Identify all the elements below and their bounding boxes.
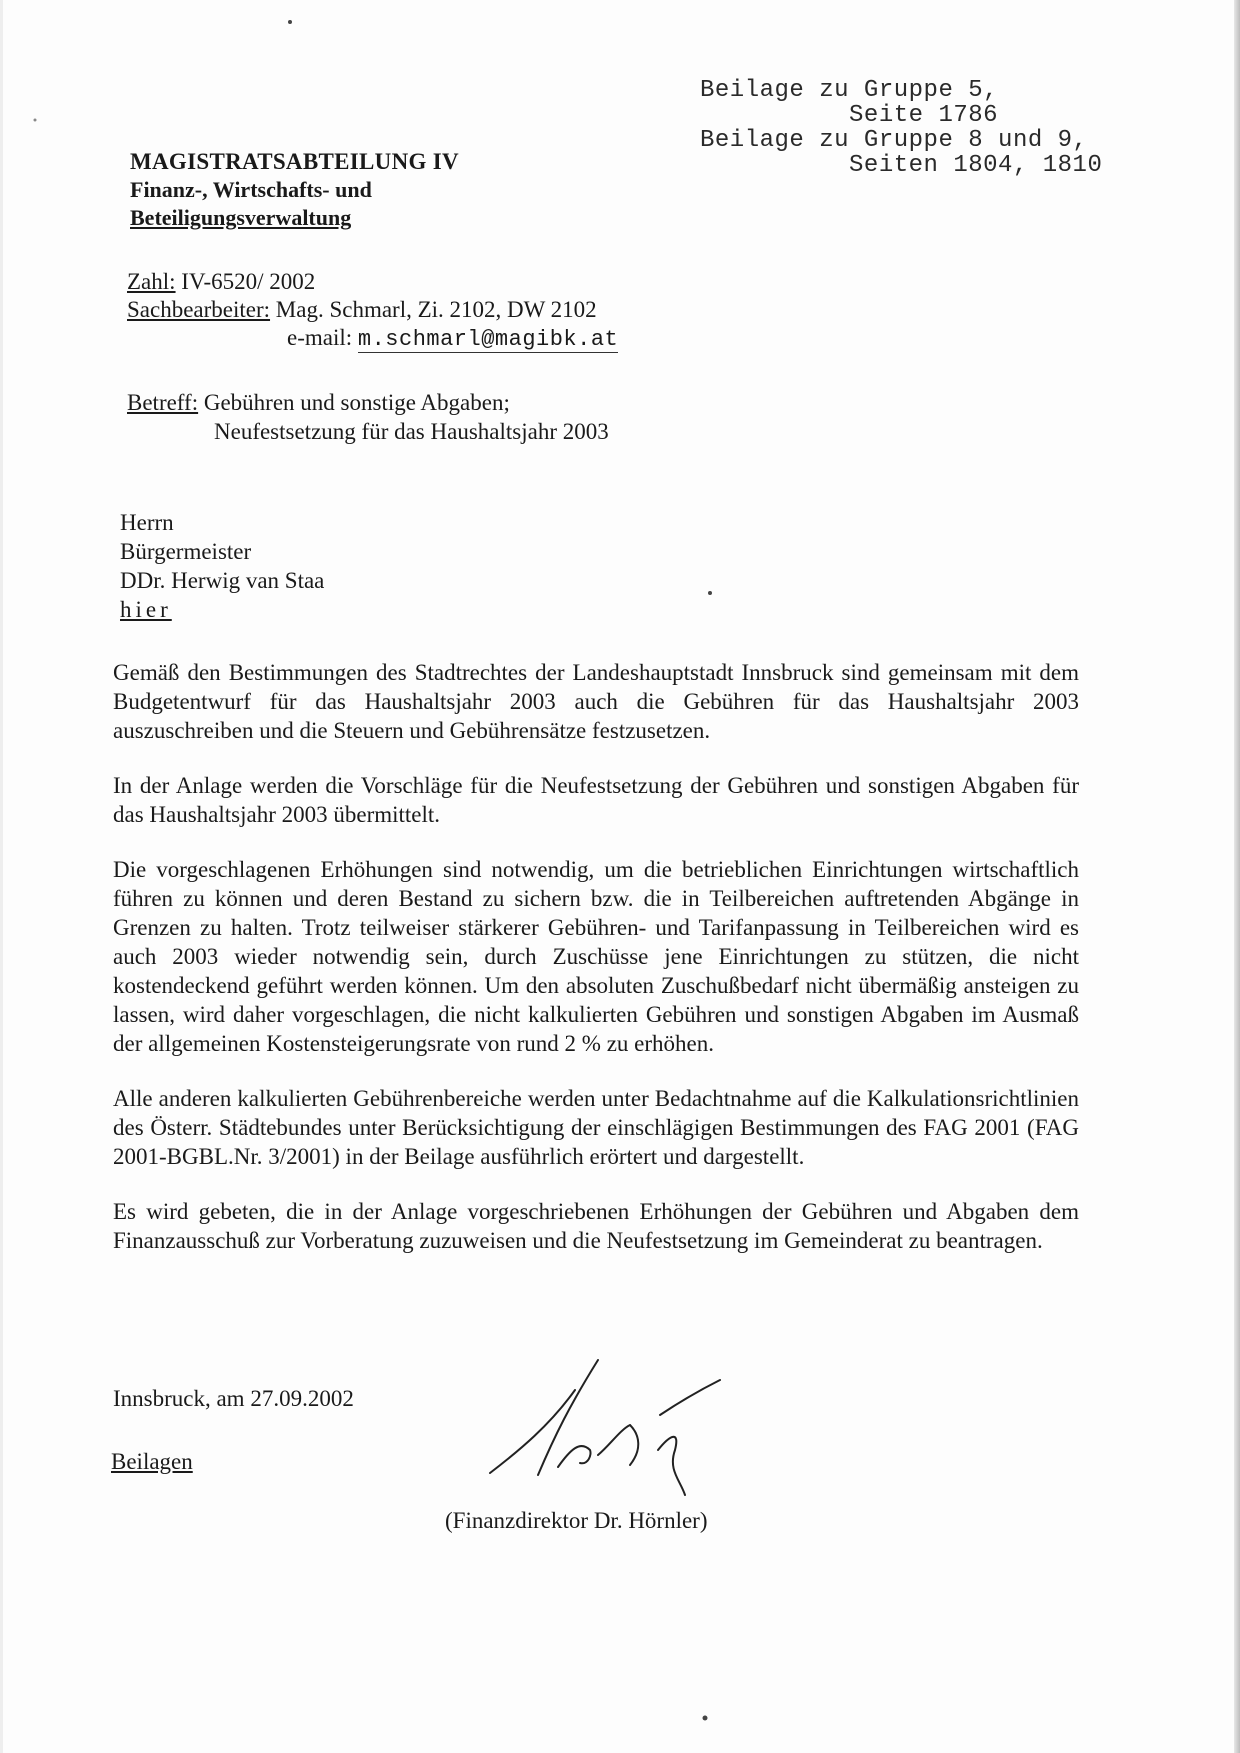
email-address: m.schmarl@magibk.at <box>357 327 619 352</box>
body-paragraph: In der Anlage werden die Vorschläge für die Neufestsetzung der Gebühren und sonstigen Abgaben für das Haushaltsjahr 2003 übermittelt. <box>113 773 1079 827</box>
department-header <box>130 148 459 232</box>
attachment-reference <box>700 78 1102 178</box>
body-paragraph: Gemäß den Bestimmungen des Stadtrechtes der Landeshauptstadt Innsbruck sind gemeinsam mit dem Budgetentwurf für das Haushaltsjahr 2003 auch die Gebühren für das Haushaltsjahr 2003 auszuschreiben und die Steuern und Gebührensätze festzusetzen. <box>113 660 1079 743</box>
scan-edge-left <box>0 0 3 1753</box>
email-label: e-mail: <box>287 325 353 350</box>
recipient-salutation: Herrn <box>120 510 174 535</box>
recipient-block <box>120 508 324 624</box>
zahl-value: IV-6520/ 2002 <box>181 269 316 294</box>
recipient-title: Bürgermeister <box>120 539 252 564</box>
reference-block <box>127 268 618 354</box>
enclosures-label: Beilagen <box>111 1449 193 1474</box>
sachbearbeiter-value: Mag. Schmarl, Zi. 2102, DW 2102 <box>275 297 597 322</box>
attachment-ref-line: Seiten 1804, 1810 <box>700 152 1103 179</box>
zahl-row <box>127 268 618 296</box>
subject-block <box>127 388 609 446</box>
department-subtitle: Finanz-, Wirtschafts- und <box>130 177 372 202</box>
department-name: MAGISTRATSABTEILUNG IV <box>130 149 459 174</box>
body-paragraph: Es wird gebeten, die in der Anlage vorgeschriebenen Erhöhungen der Gebühren und Abgaben dem Finanzausschuß zur Vorberatung zuzuweisen und die Neufestsetzung im Gemeinderat zu beantragen. <box>113 1199 1079 1253</box>
email-row <box>127 324 618 354</box>
department-subtitle-2: Beteiligungsverwaltung <box>130 205 352 230</box>
letter-body <box>113 658 1079 1281</box>
zahl-label: Zahl: <box>127 269 176 294</box>
place-date: Innsbruck, am 27.09.2002 <box>113 1386 354 1411</box>
attachment-ref-line: Beilage zu Gruppe 5, <box>700 77 999 104</box>
handwritten-signature <box>480 1355 750 1500</box>
subject-text-2: Neufestsetzung für das Haushaltsjahr 2003 <box>214 419 609 444</box>
signer-name: (Finanzdirektor Dr. Hörnler) <box>445 1508 708 1533</box>
attachment-ref-line: Beilage zu Gruppe 8 und 9, <box>700 127 1088 154</box>
body-paragraph: Alle anderen kalkulierten Gebührenbereiche werden unter Bedachtnahme auf die Kalkulationsrichtlinien des Österr. Städtebundes unter Berücksichtigung der einschlägigen Bestimmungen des FAG 2001 (FAG 2001-BGBL.Nr. 3/2001) in der Beilage ausführlich erörtert und dargestellt. <box>113 1086 1079 1169</box>
attachment-ref-line: Seite 1786 <box>700 102 999 129</box>
subject-line-1 <box>127 388 609 417</box>
sachbearbeiter-label: Sachbearbeiter: <box>127 297 271 322</box>
recipient-name: DDr. Herwig van Staa <box>120 568 325 593</box>
subject-label: Betreff: <box>127 390 199 415</box>
scan-edge-right <box>1234 0 1240 1753</box>
sachbearbeiter-row <box>127 296 618 324</box>
recipient-location: hier <box>120 597 172 622</box>
subject-text-1: Gebühren und sonstige Abgaben; <box>203 390 510 415</box>
body-paragraph: Die vorgeschlagenen Erhöhungen sind notwendig, um die betrieblichen Einrichtungen wirtschaftlich führen zu können und deren Bestand zu sichern bzw. die in Teilbereichen auftretenden Abgänge in Grenzen zu halten. Trotz teilweiser stärkerer Gebühren- und Tarifanpassung in Teilbereichen wird es auch 2003 wieder notwendig sein, durch Zuschüsse jene Einrichtungen zu stützen, die nicht kostendeckend geführt werden können. Um den absoluten Zuschußbedarf nicht übermäßig ansteigen zu lassen, wird daher vorgeschlagen, die nicht kalkulierten Gebühren und sonstigen Abgaben im Ausmaß der allgemeinen Kostensteigerungsrate von rund 2 % zu erhöhen. <box>113 857 1079 1056</box>
